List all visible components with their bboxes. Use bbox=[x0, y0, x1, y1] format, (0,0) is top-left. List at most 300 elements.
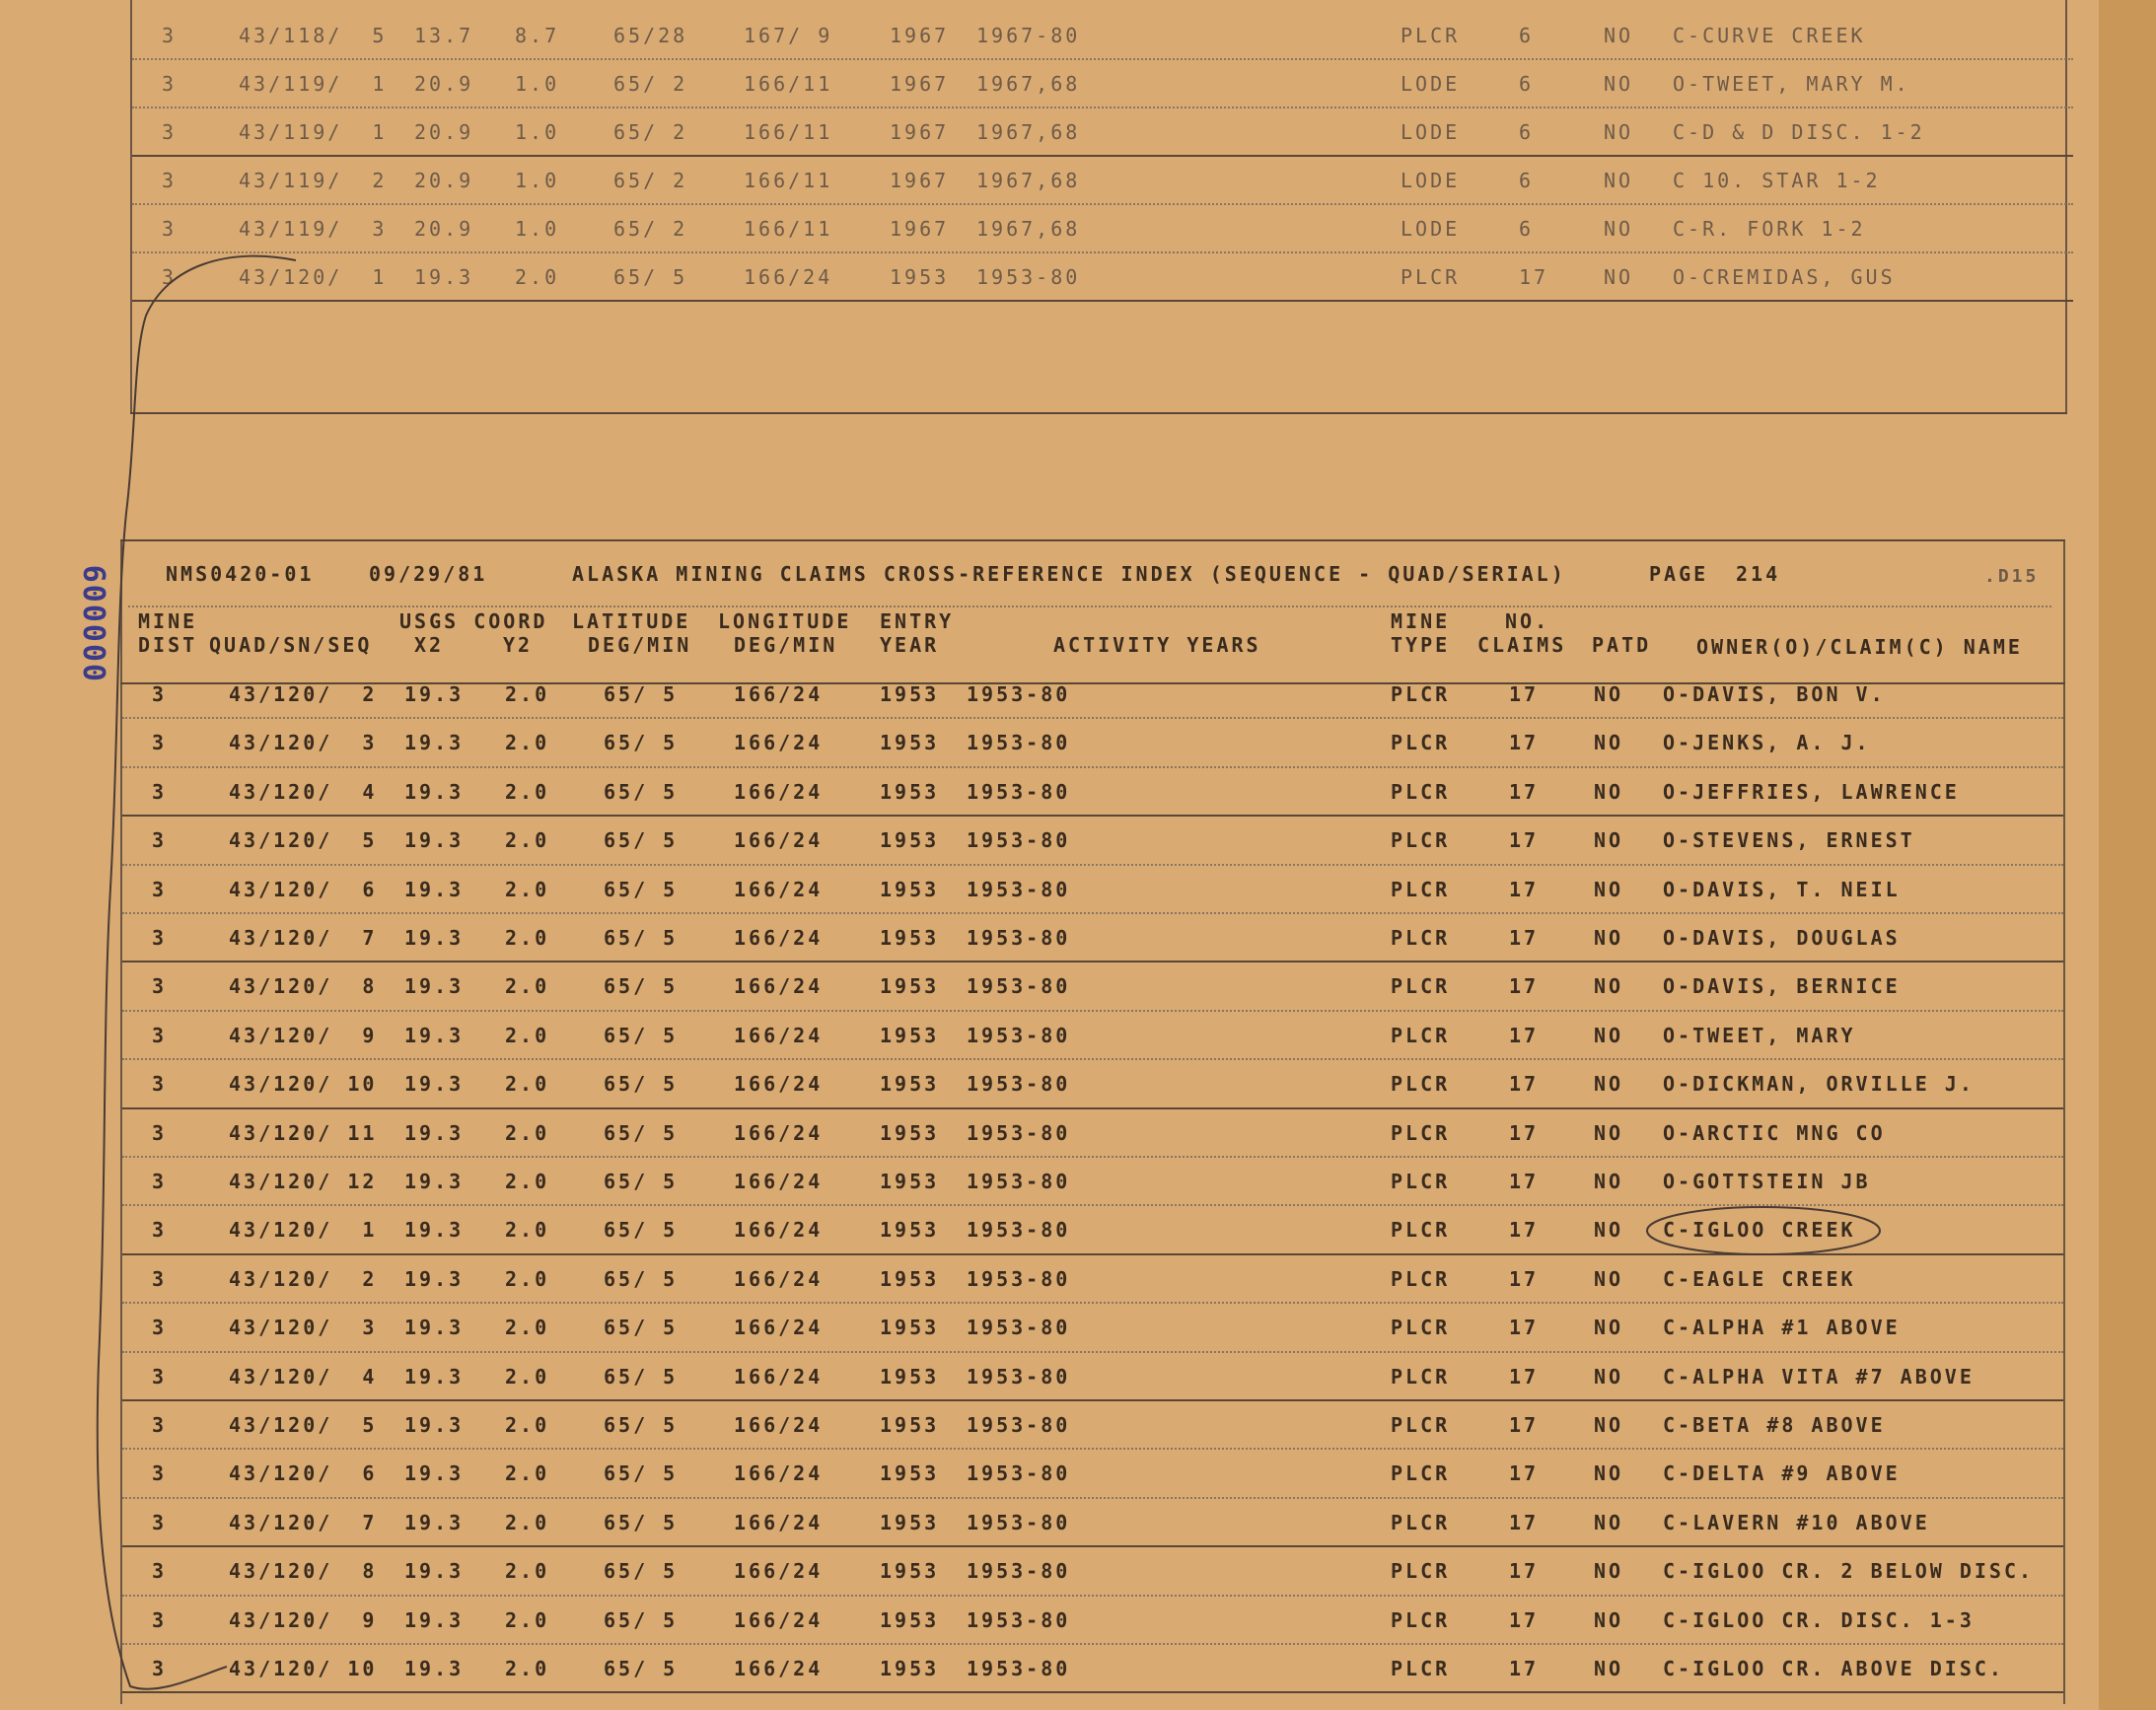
circled-claim-name bbox=[1647, 1207, 1880, 1254]
cell-lat: 65/ 5 bbox=[604, 731, 679, 755]
cell-dist: 3 bbox=[162, 217, 178, 241]
cell-claims: 17 bbox=[1509, 974, 1540, 999]
cell-entry: 1953 bbox=[880, 1607, 940, 1632]
cell-type: PLCR bbox=[1391, 1461, 1451, 1486]
report-title: ALASKA MINING CLAIMS CROSS-REFERENCE INDEX (SEQUENCE - QUAD/SERIAL) bbox=[572, 562, 1566, 586]
col-mine-dist-line2: DIST bbox=[138, 633, 198, 657]
cell-activity: 1967,68 bbox=[976, 217, 1081, 241]
cell-type: PLCR bbox=[1391, 1120, 1451, 1145]
cell-dist: 3 bbox=[162, 120, 178, 144]
cell-name: O-DAVIS, DOUGLAS bbox=[1663, 926, 1901, 950]
cell-lon: 166/24 bbox=[734, 828, 824, 853]
cell-claims: 17 bbox=[1509, 1607, 1540, 1632]
cell-claims: 17 bbox=[1509, 1072, 1540, 1097]
cell-name: O-DAVIS, BON V. bbox=[1663, 682, 1886, 706]
cell-name: O-DICKMAN, ORVILLE J. bbox=[1663, 1072, 1975, 1097]
cell-y2: 2.0 bbox=[505, 1266, 550, 1291]
cell-lon: 167/ 9 bbox=[744, 24, 833, 47]
cell-claims: 6 bbox=[1519, 217, 1535, 241]
cell-claims: 17 bbox=[1509, 1120, 1540, 1145]
cell-lat: 65/ 5 bbox=[604, 828, 679, 853]
cell-x2: 19.3 bbox=[404, 1510, 465, 1534]
cell-activity: 1953-80 bbox=[967, 1607, 1071, 1632]
cell-activity: 1953-80 bbox=[967, 1266, 1071, 1291]
form-code: .D15 bbox=[1984, 566, 2040, 587]
cell-activity: 1953-80 bbox=[967, 1559, 1071, 1584]
cell-dist: 3 bbox=[152, 682, 168, 706]
cell-qss: 43/120/ 9 bbox=[229, 1023, 378, 1047]
cell-lon: 166/24 bbox=[734, 1316, 824, 1340]
cell-y2: 2.0 bbox=[505, 877, 550, 901]
cell-y2: 2.0 bbox=[505, 1413, 550, 1437]
cell-patd: NO bbox=[1594, 1218, 1624, 1243]
cell-patd: NO bbox=[1604, 24, 1634, 47]
cell-y2: 2.0 bbox=[505, 974, 550, 999]
cell-x2: 19.3 bbox=[404, 1461, 465, 1486]
cell-x2: 19.3 bbox=[404, 1657, 465, 1680]
cell-lat: 65/ 5 bbox=[604, 1316, 679, 1340]
cell-claims: 17 bbox=[1509, 926, 1540, 950]
cell-activity: 1953-80 bbox=[967, 731, 1071, 755]
cell-x2: 19.3 bbox=[404, 828, 465, 853]
cell-lat: 65/ 5 bbox=[613, 265, 688, 289]
cell-dist: 3 bbox=[152, 1559, 168, 1584]
cell-qss: 43/120/ 2 bbox=[229, 1266, 378, 1291]
cell-qss: 43/120/ 4 bbox=[229, 1364, 378, 1389]
cell-dist: 3 bbox=[152, 779, 168, 804]
cell-lat: 65/ 5 bbox=[604, 1170, 679, 1193]
cell-lat: 65/ 5 bbox=[604, 1413, 679, 1437]
cell-name: C-ALPHA #1 ABOVE bbox=[1663, 1316, 1901, 1340]
cell-y2: 2.0 bbox=[505, 779, 550, 804]
cell-patd: NO bbox=[1594, 731, 1624, 755]
cell-type: PLCR bbox=[1391, 1559, 1451, 1584]
cell-dist: 3 bbox=[152, 1364, 168, 1389]
cell-lon: 166/24 bbox=[734, 1266, 824, 1291]
cell-lat: 65/ 5 bbox=[604, 974, 679, 999]
col-latitude-unit: DEG/MIN bbox=[588, 633, 692, 657]
col-entry: ENTRY bbox=[880, 609, 955, 633]
cell-claims: 17 bbox=[1509, 731, 1540, 755]
cell-type: PLCR bbox=[1391, 1413, 1451, 1437]
cell-lon: 166/11 bbox=[744, 217, 833, 241]
cell-lat: 65/ 5 bbox=[604, 1607, 679, 1632]
cell-qss: 43/119/ 1 bbox=[239, 72, 388, 96]
cell-patd: NO bbox=[1594, 877, 1624, 901]
cell-lon: 166/24 bbox=[734, 1218, 824, 1243]
cell-type: PLCR bbox=[1391, 1266, 1451, 1291]
cell-dist: 3 bbox=[152, 1072, 168, 1097]
cell-dist: 3 bbox=[152, 1657, 168, 1680]
cell-type: PLCR bbox=[1391, 1510, 1451, 1534]
cell-entry: 1953 bbox=[880, 877, 940, 901]
cell-activity: 1953-80 bbox=[976, 265, 1081, 289]
cell-qss: 43/120/ 1 bbox=[229, 1218, 378, 1243]
cell-qss: 43/120/ 7 bbox=[229, 926, 378, 950]
cell-dist: 3 bbox=[152, 1510, 168, 1534]
cell-entry: 1953 bbox=[880, 682, 940, 706]
cell-patd: NO bbox=[1594, 682, 1624, 706]
cell-lat: 65/ 5 bbox=[604, 1218, 679, 1243]
cell-y2: 8.7 bbox=[515, 24, 560, 47]
cell-entry: 1953 bbox=[880, 779, 940, 804]
cell-activity: 1953-80 bbox=[967, 1023, 1071, 1047]
cell-qss: 43/120/ 1 bbox=[239, 265, 388, 289]
cell-patd: NO bbox=[1594, 1510, 1624, 1534]
cell-activity: 1953-80 bbox=[967, 1170, 1071, 1193]
cell-type: PLCR bbox=[1391, 1218, 1451, 1243]
cell-lat: 65/ 2 bbox=[613, 72, 688, 96]
cell-y2: 2.0 bbox=[505, 1170, 550, 1193]
cell-name: O-TWEET, MARY bbox=[1663, 1023, 1856, 1047]
cell-name: C-IGLOO CR. DISC. 1-3 bbox=[1663, 1607, 1975, 1632]
cell-type: LODE bbox=[1401, 72, 1461, 96]
cell-y2: 1.0 bbox=[515, 169, 560, 192]
cell-entry: 1953 bbox=[880, 1316, 940, 1340]
cell-lon: 166/24 bbox=[734, 1461, 824, 1486]
cell-patd: NO bbox=[1594, 828, 1624, 853]
report-date: 09/29/81 bbox=[369, 562, 488, 586]
cell-activity: 1953-80 bbox=[967, 1510, 1071, 1534]
cell-patd: NO bbox=[1594, 1072, 1624, 1097]
cell-activity: 1953-80 bbox=[967, 828, 1071, 853]
cell-lon: 166/24 bbox=[734, 974, 824, 999]
cell-type: PLCR bbox=[1391, 974, 1451, 999]
cell-dist: 3 bbox=[152, 731, 168, 755]
cell-name: O-CREMIDAS, GUS bbox=[1673, 265, 1896, 289]
cell-lat: 65/ 5 bbox=[604, 1120, 679, 1145]
cell-claims: 17 bbox=[1509, 779, 1540, 804]
cell-activity: 1953-80 bbox=[967, 779, 1071, 804]
cell-x2: 19.3 bbox=[404, 1266, 465, 1291]
cell-name: O-STEVENS, ERNEST bbox=[1663, 828, 1915, 853]
cell-lat: 65/ 5 bbox=[604, 1461, 679, 1486]
cell-activity: 1967,68 bbox=[976, 120, 1081, 144]
cell-x2: 19.3 bbox=[404, 682, 465, 706]
cell-x2: 19.3 bbox=[404, 779, 465, 804]
col-activity-years: ACTIVITY YEARS bbox=[1053, 633, 1261, 657]
cell-x2: 19.3 bbox=[404, 1316, 465, 1340]
cell-name: C-IGLOO CR. 2 BELOW DISC. bbox=[1663, 1559, 2035, 1584]
cell-x2: 19.3 bbox=[404, 1218, 465, 1243]
cell-y2: 2.0 bbox=[505, 731, 550, 755]
cell-claims: 17 bbox=[1509, 1266, 1540, 1291]
cell-claims: 6 bbox=[1519, 120, 1535, 144]
col-mine-type-line1: MINE bbox=[1391, 609, 1451, 633]
cell-lat: 65/ 2 bbox=[613, 169, 688, 192]
cell-patd: NO bbox=[1604, 120, 1634, 144]
cell-name: C-IGLOO CR. ABOVE DISC. bbox=[1663, 1657, 2004, 1680]
cell-claims: 6 bbox=[1519, 72, 1535, 96]
col-owner-claim: OWNER(O)/CLAIM(C) NAME bbox=[1696, 635, 2023, 659]
cell-patd: NO bbox=[1594, 1607, 1624, 1632]
cell-y2: 2.0 bbox=[505, 1072, 550, 1097]
cell-qss: 43/119/ 1 bbox=[239, 120, 388, 144]
cell-entry: 1953 bbox=[880, 1120, 940, 1145]
cell-name: O-DAVIS, T. NEIL bbox=[1663, 877, 1901, 901]
cell-activity: 1953-80 bbox=[967, 1364, 1071, 1389]
cell-y2: 1.0 bbox=[515, 120, 560, 144]
cell-entry: 1953 bbox=[880, 1657, 940, 1680]
cell-claims: 17 bbox=[1509, 1461, 1540, 1486]
col-y2: Y2 bbox=[503, 633, 534, 657]
cell-name: C 10. STAR 1-2 bbox=[1673, 169, 1881, 192]
cell-activity: 1953-80 bbox=[967, 974, 1071, 999]
archive-stamp-number: 000009 bbox=[79, 562, 113, 681]
cell-qss: 43/120/ 6 bbox=[229, 1461, 378, 1486]
cell-patd: NO bbox=[1594, 1461, 1624, 1486]
cell-x2: 19.3 bbox=[414, 265, 474, 289]
cell-lat: 65/ 5 bbox=[604, 779, 679, 804]
cell-lat: 65/ 5 bbox=[604, 877, 679, 901]
cell-activity: 1953-80 bbox=[967, 1218, 1071, 1243]
cell-type: PLCR bbox=[1391, 1023, 1451, 1047]
margin-bracket-line bbox=[98, 256, 296, 1689]
cell-qss: 43/120/ 11 bbox=[229, 1120, 378, 1145]
cell-entry: 1953 bbox=[880, 926, 940, 950]
cell-entry: 1953 bbox=[880, 974, 940, 999]
cell-x2: 19.3 bbox=[404, 731, 465, 755]
cell-x2: 20.9 bbox=[414, 72, 474, 96]
cell-x2: 19.3 bbox=[404, 1413, 465, 1437]
cell-patd: NO bbox=[1594, 926, 1624, 950]
cell-dist: 3 bbox=[162, 265, 178, 289]
cell-qss: 43/118/ 5 bbox=[239, 24, 388, 47]
cell-lon: 166/24 bbox=[734, 1170, 824, 1193]
page-number: 214 bbox=[1736, 562, 1781, 586]
cell-patd: NO bbox=[1604, 265, 1634, 289]
cell-claims: 17 bbox=[1509, 1559, 1540, 1584]
cell-x2: 13.7 bbox=[414, 24, 474, 47]
cell-name: C-EAGLE CREEK bbox=[1663, 1266, 1856, 1291]
cell-lon: 166/11 bbox=[744, 120, 833, 144]
cell-lon: 166/24 bbox=[734, 1607, 824, 1632]
cell-patd: NO bbox=[1594, 974, 1624, 999]
cell-qss: 43/120/ 4 bbox=[229, 779, 378, 804]
cell-x2: 19.3 bbox=[404, 974, 465, 999]
cell-claims: 17 bbox=[1509, 1413, 1540, 1437]
cell-x2: 19.3 bbox=[404, 1072, 465, 1097]
cell-entry: 1953 bbox=[880, 828, 940, 853]
cell-entry: 1953 bbox=[880, 1023, 940, 1047]
cell-lon: 166/24 bbox=[734, 1559, 824, 1584]
cell-entry: 1953 bbox=[880, 1170, 940, 1193]
cell-entry: 1967 bbox=[890, 169, 950, 192]
cell-name: C-R. FORK 1-2 bbox=[1673, 217, 1866, 241]
cell-entry: 1967 bbox=[890, 217, 950, 241]
col-quad-sn-seq: QUAD/SN/SEQ bbox=[209, 633, 373, 657]
cell-type: LODE bbox=[1401, 169, 1461, 192]
cell-x2: 19.3 bbox=[404, 1607, 465, 1632]
cell-qss: 43/120/ 3 bbox=[229, 1316, 378, 1340]
cell-name: O-DAVIS, BERNICE bbox=[1663, 974, 1901, 999]
cell-y2: 2.0 bbox=[505, 1510, 550, 1534]
cell-lat: 65/ 5 bbox=[604, 926, 679, 950]
cell-activity: 1953-80 bbox=[967, 1657, 1071, 1680]
cell-dist: 3 bbox=[152, 1461, 168, 1486]
col-entry-year: YEAR bbox=[880, 633, 940, 657]
cell-y2: 2.0 bbox=[505, 828, 550, 853]
cell-claims: 6 bbox=[1519, 169, 1535, 192]
cell-lon: 166/24 bbox=[734, 1657, 824, 1680]
cell-y2: 2.0 bbox=[515, 265, 560, 289]
cell-patd: NO bbox=[1594, 1559, 1624, 1584]
cell-patd: NO bbox=[1594, 1120, 1624, 1145]
cell-type: PLCR bbox=[1391, 1607, 1451, 1632]
cell-activity: 1953-80 bbox=[967, 1461, 1071, 1486]
cell-claims: 17 bbox=[1509, 1657, 1540, 1680]
cell-activity: 1953-80 bbox=[967, 1316, 1071, 1340]
cell-qss: 43/120/ 2 bbox=[229, 682, 378, 706]
cell-dist: 3 bbox=[162, 72, 178, 96]
cell-y2: 2.0 bbox=[505, 1364, 550, 1389]
cell-type: PLCR bbox=[1391, 779, 1451, 804]
col-longitude-unit: DEG/MIN bbox=[734, 633, 838, 657]
cell-name: C-ALPHA VITA #7 ABOVE bbox=[1663, 1364, 1975, 1389]
cell-dist: 3 bbox=[152, 1413, 168, 1437]
cell-claims: 17 bbox=[1509, 828, 1540, 853]
col-patd: PATD bbox=[1592, 633, 1652, 657]
cell-y2: 2.0 bbox=[505, 1023, 550, 1047]
cell-y2: 2.0 bbox=[505, 926, 550, 950]
cell-name: O-TWEET, MARY M. bbox=[1673, 72, 1910, 96]
cell-claims: 17 bbox=[1509, 1316, 1540, 1340]
cell-lon: 166/24 bbox=[734, 731, 824, 755]
cell-type: PLCR bbox=[1401, 265, 1461, 289]
col-mine-dist-line1: MINE bbox=[138, 609, 198, 633]
cell-qss: 43/120/ 10 bbox=[229, 1657, 378, 1680]
cell-entry: 1953 bbox=[880, 1461, 940, 1486]
cell-type: PLCR bbox=[1391, 1072, 1451, 1097]
cell-dist: 3 bbox=[152, 1316, 168, 1340]
cell-qss: 43/120/ 6 bbox=[229, 877, 378, 901]
cell-entry: 1953 bbox=[880, 1266, 940, 1291]
cell-name: C-BETA #8 ABOVE bbox=[1663, 1413, 1886, 1437]
cell-x2: 20.9 bbox=[414, 217, 474, 241]
cell-lat: 65/ 5 bbox=[604, 1559, 679, 1584]
cell-x2: 19.3 bbox=[404, 1170, 465, 1193]
cell-claims: 17 bbox=[1509, 1218, 1540, 1243]
cell-y2: 2.0 bbox=[505, 1607, 550, 1632]
cell-activity: 1967,68 bbox=[976, 169, 1081, 192]
cell-claims: 17 bbox=[1509, 1023, 1540, 1047]
cell-patd: NO bbox=[1604, 217, 1634, 241]
cell-y2: 2.0 bbox=[505, 682, 550, 706]
cell-type: PLCR bbox=[1391, 1170, 1451, 1193]
cell-y2: 2.0 bbox=[505, 1461, 550, 1486]
cell-type: PLCR bbox=[1391, 731, 1451, 755]
col-mine-type-line2: TYPE bbox=[1391, 633, 1451, 657]
cell-lat: 65/ 5 bbox=[604, 1266, 679, 1291]
cell-entry: 1953 bbox=[880, 1218, 940, 1243]
cell-name: C-IGLOO CREEK bbox=[1663, 1218, 1856, 1243]
cell-type: PLCR bbox=[1391, 1657, 1451, 1680]
cell-type: PLCR bbox=[1401, 24, 1461, 47]
cell-y2: 2.0 bbox=[505, 1316, 550, 1340]
cell-qss: 43/120/ 3 bbox=[229, 731, 378, 755]
cell-claims: 17 bbox=[1509, 877, 1540, 901]
cell-dist: 3 bbox=[152, 1023, 168, 1047]
col-no-claims-line2: CLAIMS bbox=[1477, 633, 1567, 657]
cell-entry: 1967 bbox=[890, 72, 950, 96]
cell-patd: NO bbox=[1594, 1657, 1624, 1680]
cell-type: PLCR bbox=[1391, 1316, 1451, 1340]
cell-lat: 65/ 2 bbox=[613, 120, 688, 144]
cell-lat: 65/ 5 bbox=[604, 682, 679, 706]
cell-activity: 1953-80 bbox=[967, 926, 1071, 950]
cell-name: C-CURVE CREEK bbox=[1673, 24, 1866, 47]
cell-claims: 6 bbox=[1519, 24, 1535, 47]
cell-y2: 2.0 bbox=[505, 1657, 550, 1680]
cell-x2: 19.3 bbox=[404, 1120, 465, 1145]
cell-y2: 2.0 bbox=[505, 1559, 550, 1584]
cell-dist: 3 bbox=[152, 828, 168, 853]
cell-dist: 3 bbox=[152, 1218, 168, 1243]
cell-lon: 166/24 bbox=[734, 779, 824, 804]
cell-lon: 166/24 bbox=[734, 877, 824, 901]
cell-qss: 43/119/ 3 bbox=[239, 217, 388, 241]
cell-type: LODE bbox=[1401, 217, 1461, 241]
col-usgs-coord: USGS COORD bbox=[399, 609, 548, 633]
cell-entry: 1953 bbox=[890, 265, 950, 289]
cell-lon: 166/24 bbox=[734, 682, 824, 706]
cell-name: O-JEFFRIES, LAWRENCE bbox=[1663, 779, 1960, 804]
cell-lat: 65/28 bbox=[613, 24, 688, 47]
cell-activity: 1953-80 bbox=[967, 1120, 1071, 1145]
cell-type: PLCR bbox=[1391, 682, 1451, 706]
cell-entry: 1953 bbox=[880, 1510, 940, 1534]
page-label: PAGE bbox=[1649, 562, 1709, 586]
cell-entry: 1967 bbox=[890, 120, 950, 144]
program-id: NMS0420-01 bbox=[166, 562, 315, 586]
col-x2: X2 bbox=[414, 633, 445, 657]
cell-claims: 17 bbox=[1509, 1510, 1540, 1534]
cell-dist: 3 bbox=[152, 1266, 168, 1291]
cell-x2: 19.3 bbox=[404, 877, 465, 901]
cell-entry: 1953 bbox=[880, 1559, 940, 1584]
cell-lon: 166/11 bbox=[744, 72, 833, 96]
cell-patd: NO bbox=[1594, 1364, 1624, 1389]
cell-patd: NO bbox=[1594, 1266, 1624, 1291]
cell-patd: NO bbox=[1594, 1023, 1624, 1047]
cell-x2: 19.3 bbox=[404, 1559, 465, 1584]
cell-activity: 1967-80 bbox=[976, 24, 1081, 47]
cell-activity: 1953-80 bbox=[967, 1413, 1071, 1437]
cell-lat: 65/ 2 bbox=[613, 217, 688, 241]
cell-name: C-LAVERN #10 ABOVE bbox=[1663, 1510, 1930, 1534]
cell-claims: 17 bbox=[1519, 265, 1549, 289]
cell-type: PLCR bbox=[1391, 877, 1451, 901]
cell-lat: 65/ 5 bbox=[604, 1510, 679, 1534]
cell-activity: 1953-80 bbox=[967, 877, 1071, 901]
cell-name: O-JENKS, A. J. bbox=[1663, 731, 1871, 755]
cell-patd: NO bbox=[1604, 72, 1634, 96]
cell-dist: 3 bbox=[152, 1607, 168, 1632]
cell-lon: 166/24 bbox=[734, 1120, 824, 1145]
cell-dist: 3 bbox=[152, 1170, 168, 1193]
cell-lon: 166/11 bbox=[744, 169, 833, 192]
cell-claims: 17 bbox=[1509, 1364, 1540, 1389]
cell-lon: 166/24 bbox=[734, 926, 824, 950]
cell-lon: 166/24 bbox=[734, 1072, 824, 1097]
cell-qss: 43/120/ 12 bbox=[229, 1170, 378, 1193]
cell-x2: 19.3 bbox=[404, 1023, 465, 1047]
cell-patd: NO bbox=[1604, 169, 1634, 192]
cell-patd: NO bbox=[1594, 1170, 1624, 1193]
cell-entry: 1953 bbox=[880, 1072, 940, 1097]
cell-lat: 65/ 5 bbox=[604, 1072, 679, 1097]
cell-patd: NO bbox=[1594, 1316, 1624, 1340]
